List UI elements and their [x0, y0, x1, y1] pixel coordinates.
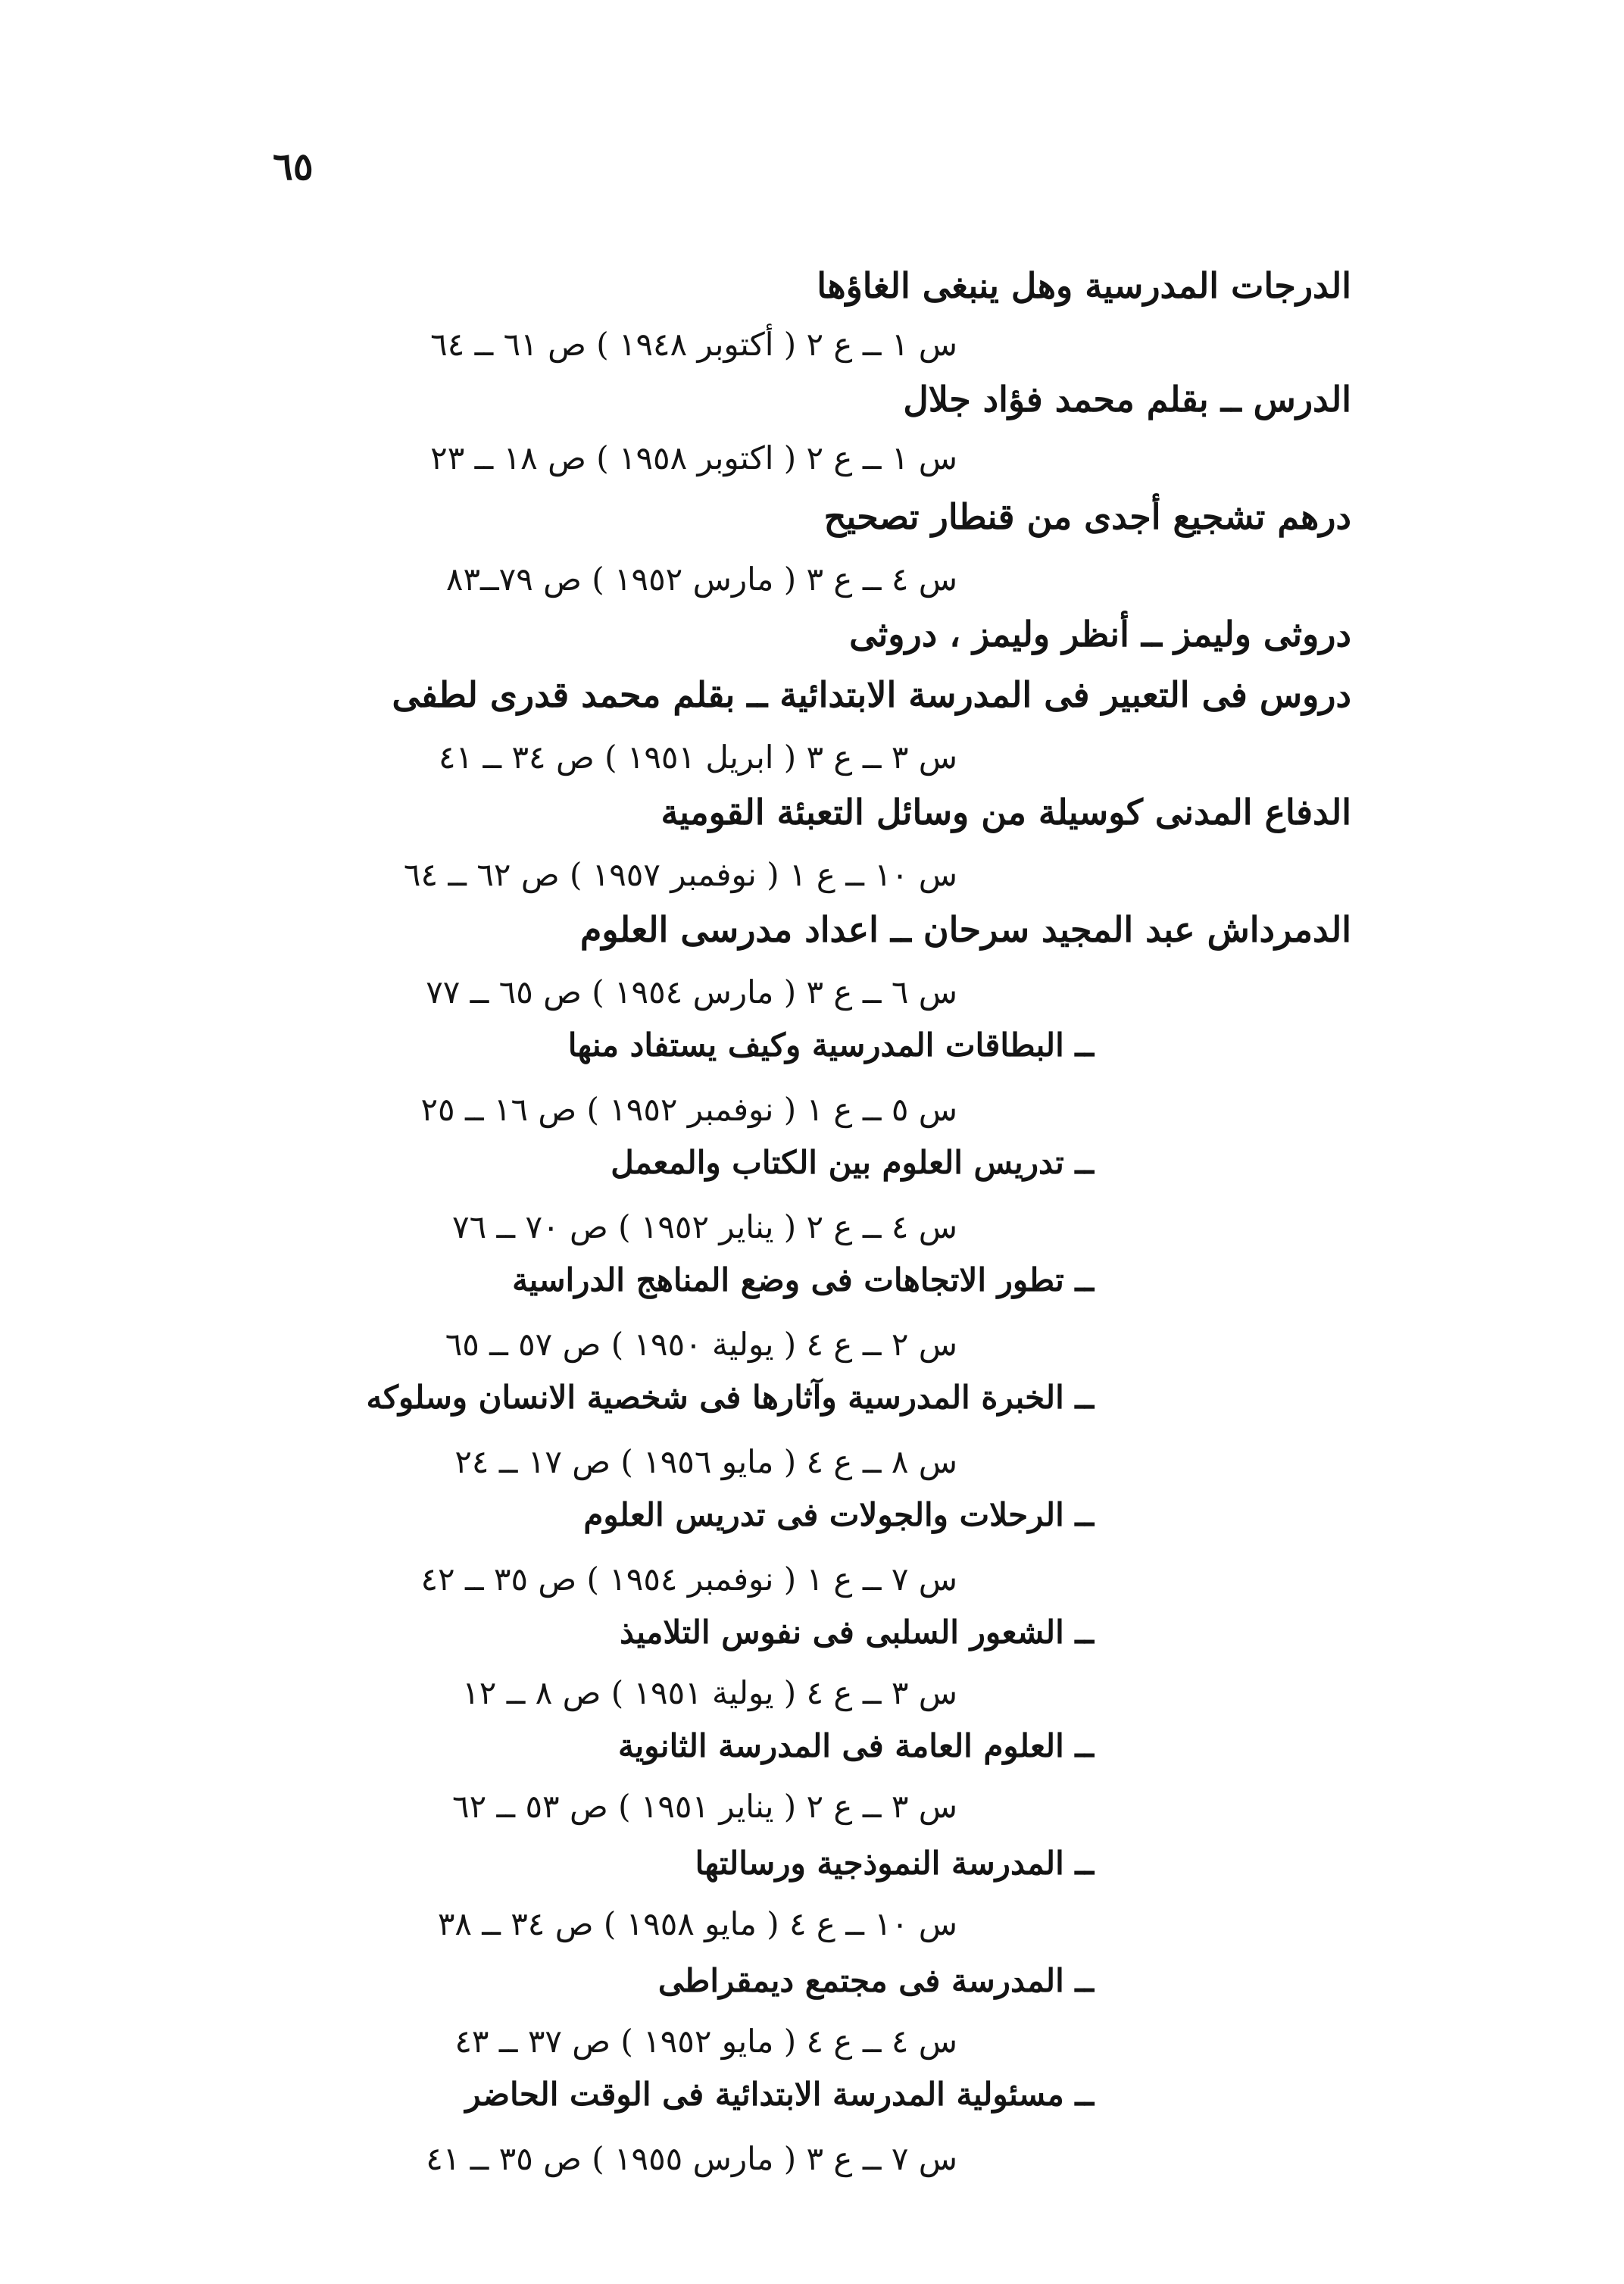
entry-heading: دروس فى التعبير فى المدرسة الابتدائية ــ بقلم محمد قدرى لطفى — [392, 674, 1351, 715]
sub-entry-heading: ــ المدرسة فى مجتمع ديمقراطى — [657, 1962, 1094, 1999]
entry-reference: س ٦ ــ ع ٣ ( مارس ١٩٥٤ ) ص ٦٥ ــ ٧٧ — [426, 973, 957, 1011]
sub-entry-heading: ــ البطاقات المدرسية وكيف يستفاد منها — [567, 1026, 1094, 1064]
entry-reference: س ٢ ــ ع ٤ ( يولية ١٩٥٠ ) ص ٥٧ ــ ٦٥ — [445, 1326, 957, 1363]
entry-reference: س ١ ــ ع ٢ ( أكتوبر ١٩٤٨ ) ص ٦١ ــ ٦٤ — [430, 326, 957, 363]
entry-reference: س ٣ ــ ع ٢ ( يناير ١٩٥١ ) ص ٥٣ ــ ٦٢ — [452, 1788, 957, 1825]
sub-entry-heading: ــ مسئولية المدرسة الابتدائية فى الوقت الحاضر — [465, 2076, 1094, 2113]
entry-heading: الدرجات المدرسية وهل ينبغى الغاؤها — [817, 265, 1351, 306]
entry-reference: س ٣ ــ ع ٣ ( ابريل ١٩٥١ ) ص ٣٤ ــ ٤١ — [439, 739, 957, 776]
sub-entry-heading: ــ العلوم العامة فى المدرسة الثانوية — [618, 1727, 1094, 1764]
entry-reference: س ٣ ــ ع ٤ ( يولية ١٩٥١ ) ص ٨ ــ ١٢ — [462, 1674, 957, 1711]
sub-entry-heading: ــ تطور الاتجاهات فى وضع المناهج الدراسية — [512, 1261, 1094, 1298]
entry-reference: س ١ ــ ع ٢ ( اكتوبر ١٩٥٨ ) ص ١٨ ــ ٢٣ — [430, 439, 957, 476]
sub-entry-heading: ــ تدريس العلوم بين الكتاب والمعمل — [611, 1144, 1094, 1181]
entry-reference: س ٥ ــ ع ١ ( نوفمبر ١٩٥٢ ) ص ١٦ ــ ٢٥ — [420, 1091, 957, 1128]
entry-reference: س ٧ ــ ع ١ ( نوفمبر ١٩٥٤ ) ص ٣٥ ــ ٤٢ — [420, 1561, 957, 1598]
entry-heading: الدمرداش عبد المجيد سرحان ــ اعداد مدرسى العلوم — [579, 909, 1351, 950]
entry-reference: س ١٠ ــ ع ١ ( نوفمبر ١٩٥٧ ) ص ٦٢ ــ ٦٤ — [403, 856, 957, 893]
page-number: ٦٥ — [273, 144, 314, 189]
entry-reference: س ٤ ــ ع ٣ ( مارس ١٩٥٢ ) ص ٧٩ــ٨٣ — [445, 561, 957, 598]
sub-entry-heading: ــ الرحلات والجولات فى تدريس العلوم — [583, 1496, 1094, 1533]
entry-heading: دروثى وليمز ــ أنظر وليمز ، دروثى — [849, 614, 1351, 655]
entry-reference: س ١٠ ــ ع ٤ ( مايو ١٩٥٨ ) ص ٣٤ ــ ٣٨ — [437, 1905, 957, 1942]
entry-heading: درهم تشجيع أجدى من قنطار تصحيح — [823, 496, 1351, 537]
entry-heading: الدرس ــ بقلم محمد فؤاد جلال — [903, 379, 1351, 420]
entry-reference: س ٤ ــ ع ٤ ( مايو ١٩٥٢ ) ص ٣٧ ــ ٤٣ — [454, 2023, 957, 2060]
entry-heading: الدفاع المدنى كوسيلة من وسائل التعبئة القومية — [661, 792, 1351, 833]
sub-entry-heading: ــ المدرسة النموذجية ورسالتها — [695, 1845, 1094, 1882]
entry-reference: س ٨ ــ ع ٤ ( مايو ١٩٥٦ ) ص ١٧ ــ ٢٤ — [454, 1443, 957, 1480]
sub-entry-heading: ــ الشعور السلبى فى نفوس التلاميذ — [620, 1614, 1094, 1651]
entry-reference: س ٧ ــ ع ٣ ( مارس ١٩٥٥ ) ص ٣٥ ــ ٤١ — [426, 2140, 957, 2177]
sub-entry-heading: ــ الخبرة المدرسية وآثارها فى شخصية الانسان وسلوكه — [366, 1379, 1094, 1416]
entry-reference: س ٤ ــ ع ٢ ( يناير ١٩٥٢ ) ص ٧٠ ــ ٧٦ — [452, 1208, 957, 1245]
